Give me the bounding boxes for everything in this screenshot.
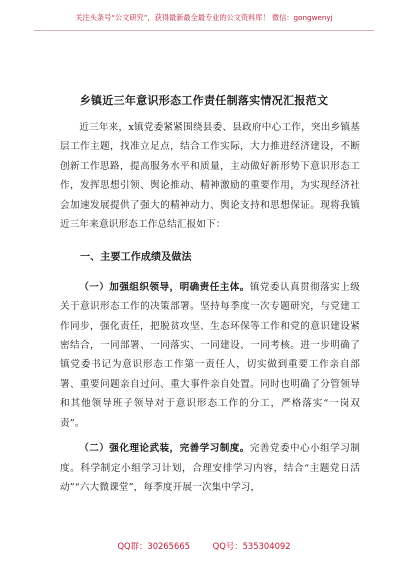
- intro-paragraph: 近三年来，x镇党委紧紧围绕县委、县政府中心工作，突出乡镇基层工作主题，找准立足点，结合工作实际，大力推进经济建设，不断创新工作思路，提高服务水平和质量，主动做好新形势下意识形态工作，发挥思想引领、舆论推动、精神激励的重要作用，为实现经济社会加速发展提供了强大的精神动力、舆论支持和思想保证。现将我镇近三年来意识形态工作总结汇报如下：: [60, 122, 360, 231]
- item1-lead: （一）加强组织领导，明确责任主体。: [79, 281, 250, 293]
- qq-number-text: QQ号：535304092: [212, 541, 291, 551]
- item1-paragraph: [60, 278, 360, 433]
- document-body: [60, 118, 360, 497]
- promo-banner: 关注头条号“公文研究”，获得最新最全最专业的公文资料库！ 微信：gongwenyj: [34, 6, 374, 31]
- item2-text: 完善党委中心小组学习制度。科学制定小组学习计划，合理安排学习内容，结合“主题党日活动”“六大微课堂”，每季度开展一次集中学习，: [60, 443, 360, 493]
- item1-text: 镇党委认真贯彻落实上级关于意识形态工作的决策部署。坚持每季度一次专题研究，与党建工作同步，强化责任，把脱贫攻坚、生态环保等工作和党的意识建设紧密结合，一同部署、一同落实、一同建设、一同考核。进一步明确了镇党委书记为意识形态工作第一责任人，切实做到重要工作亲自部署、重要问题亲自过问、重大事件亲自处置。同时也明确了分管领导和其他领导班子领导对于意识形态工作的分工，严格落实“一岗双责”。: [60, 281, 360, 429]
- qq-group-text: QQ群：30265665: [117, 541, 190, 551]
- contact-footer: [0, 540, 408, 552]
- section-heading: 一、主要工作成绩及做法: [80, 252, 192, 264]
- item2-paragraph: [60, 439, 360, 497]
- document-title: 乡镇近三年意识形态工作责任制落实情况汇报范文: [79, 94, 329, 107]
- item2-lead: （二）强化理论武装，完善学习制度。: [79, 443, 250, 455]
